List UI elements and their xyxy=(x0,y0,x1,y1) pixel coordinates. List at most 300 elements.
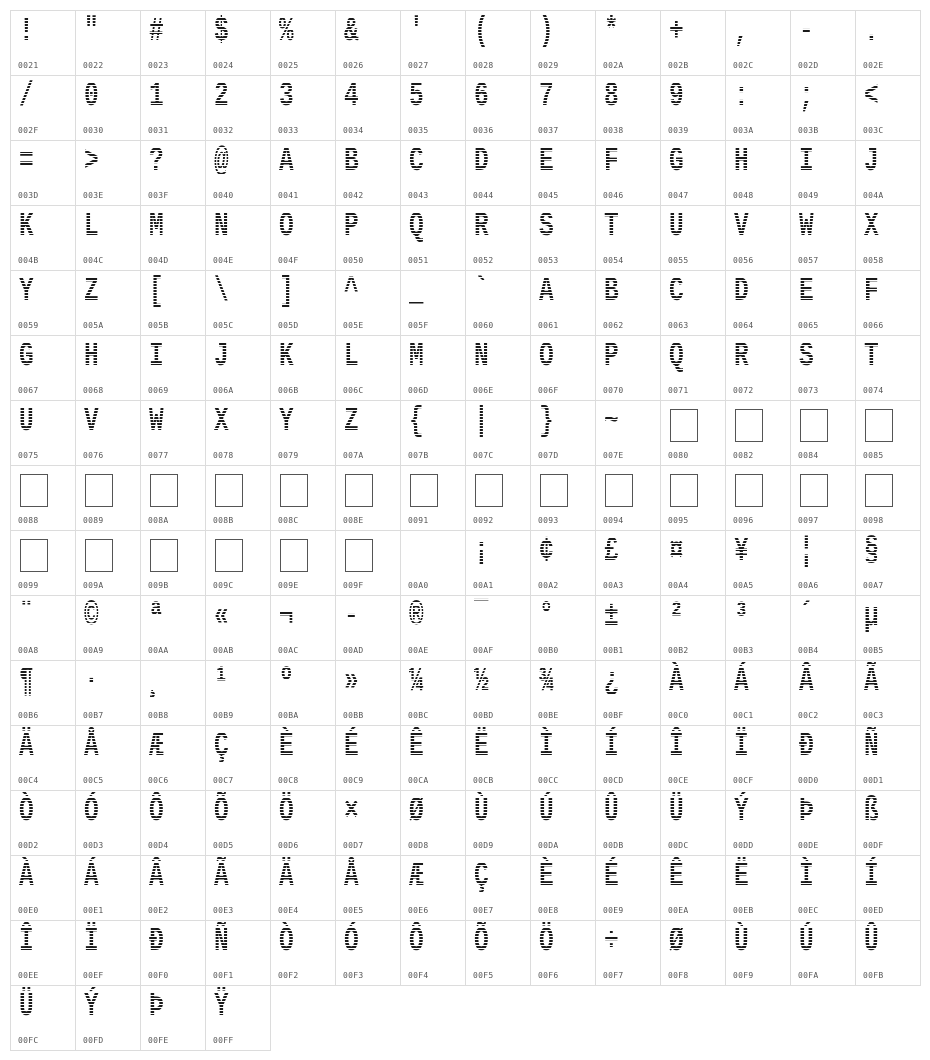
glyph-cell-004d[interactable] xyxy=(140,205,206,271)
glyph-preview: I xyxy=(149,338,164,376)
glyph-cell-0029[interactable] xyxy=(530,10,596,76)
glyph-preview: Z xyxy=(84,273,99,311)
glyph-cell-00b8[interactable] xyxy=(140,660,206,726)
glyph-cell-00b6[interactable] xyxy=(10,660,76,726)
glyph-preview: Y xyxy=(19,273,34,311)
glyph-cell-00eb[interactable] xyxy=(725,855,791,921)
glyph-cell-0097[interactable] xyxy=(790,465,856,531)
glyph-cell-0067[interactable] xyxy=(10,335,76,401)
glyph-cell-0078[interactable] xyxy=(205,400,271,466)
glyph-cell-0050[interactable] xyxy=(335,205,401,271)
glyph-cell-00a6[interactable] xyxy=(790,530,856,596)
glyph-cell-008c[interactable] xyxy=(270,465,336,531)
glyph-cell-00e5[interactable] xyxy=(335,855,401,921)
glyph-cell-002f[interactable] xyxy=(10,75,76,141)
glyph-cell-004e[interactable] xyxy=(205,205,271,271)
glyph-preview: Æ xyxy=(409,858,424,896)
glyph-preview: 3 xyxy=(279,78,294,116)
glyph-cell-0062[interactable] xyxy=(595,270,661,336)
glyph-cell-00e4[interactable] xyxy=(270,855,336,921)
glyph-cell-009e[interactable] xyxy=(270,530,336,596)
glyph-codepoint-label: 00A9 xyxy=(83,646,104,655)
glyph-cell-0055[interactable] xyxy=(660,205,726,271)
glyph-cell-0094[interactable] xyxy=(595,465,661,531)
glyph-cell-00bd[interactable] xyxy=(465,660,531,726)
glyph-cell-004c[interactable] xyxy=(75,205,141,271)
glyph-cell-00f7[interactable] xyxy=(595,920,661,986)
glyph-preview: ' xyxy=(409,13,424,51)
glyph-codepoint-label: 00E8 xyxy=(538,906,559,915)
glyph-cell-00c9[interactable] xyxy=(335,725,401,791)
glyph-codepoint-label: 002A xyxy=(603,61,624,70)
glyph-cell-0096[interactable] xyxy=(725,465,791,531)
glyph-cell-0065[interactable] xyxy=(790,270,856,336)
glyph-preview: V xyxy=(734,208,749,246)
glyph-cell-0070[interactable] xyxy=(595,335,661,401)
glyph-cell-003b[interactable] xyxy=(790,75,856,141)
glyph-codepoint-label: 00CA xyxy=(408,776,429,785)
glyph-cell-00c4[interactable] xyxy=(10,725,76,791)
glyph-cell-00ee[interactable] xyxy=(10,920,76,986)
glyph-cell-00cc[interactable] xyxy=(530,725,596,791)
glyph-codepoint-label: 00C3 xyxy=(863,711,884,720)
glyph-cell-00be[interactable] xyxy=(530,660,596,726)
glyph-cell-0082[interactable] xyxy=(725,400,791,466)
glyph-cell-00bf[interactable] xyxy=(595,660,661,726)
glyph-cell-00b9[interactable] xyxy=(205,660,271,726)
glyph-cell-0063[interactable] xyxy=(660,270,726,336)
glyph-cell-0077[interactable] xyxy=(140,400,206,466)
glyph-preview: U xyxy=(669,208,684,246)
glyph-cell-009c[interactable] xyxy=(205,530,271,596)
glyph-preview: ± xyxy=(604,598,619,636)
missing-glyph-box xyxy=(150,474,178,507)
glyph-cell-00bb[interactable] xyxy=(335,660,401,726)
glyph-codepoint-label: 00D7 xyxy=(343,841,364,850)
glyph-cell-0030[interactable] xyxy=(75,75,141,141)
glyph-codepoint-label: 00EB xyxy=(733,906,754,915)
glyph-cell-006a[interactable] xyxy=(205,335,271,401)
glyph-cell-00af[interactable] xyxy=(465,595,531,661)
glyph-preview: Û xyxy=(604,793,619,831)
glyph-cell-0047[interactable] xyxy=(660,140,726,206)
glyph-cell-00f6[interactable] xyxy=(530,920,596,986)
glyph-preview: Û xyxy=(864,923,879,961)
glyph-cell-00a5[interactable] xyxy=(725,530,791,596)
glyph-cell-0042[interactable] xyxy=(335,140,401,206)
glyph-cell-0023[interactable] xyxy=(140,10,206,76)
glyph-cell-005e[interactable] xyxy=(335,270,401,336)
glyph-cell-00ba[interactable] xyxy=(270,660,336,726)
glyph-cell-0071[interactable] xyxy=(660,335,726,401)
glyph-cell-00f2[interactable] xyxy=(270,920,336,986)
glyph-cell-0073[interactable] xyxy=(790,335,856,401)
glyph-codepoint-label: 00C5 xyxy=(83,776,104,785)
glyph-cell-0026[interactable] xyxy=(335,10,401,76)
glyph-cell-0061[interactable] xyxy=(530,270,596,336)
glyph-cell-00f9[interactable] xyxy=(725,920,791,986)
glyph-cell-008b[interactable] xyxy=(205,465,271,531)
glyph-cell-0032[interactable] xyxy=(205,75,271,141)
glyph-cell-008e[interactable] xyxy=(335,465,401,531)
glyph-cell-002c[interactable] xyxy=(725,10,791,76)
glyph-cell-00e8[interactable] xyxy=(530,855,596,921)
glyph-preview: 2 xyxy=(214,78,229,116)
glyph-cell-00d7[interactable] xyxy=(335,790,401,856)
glyph-cell-00a1[interactable] xyxy=(465,530,531,596)
glyph-cell-003c[interactable] xyxy=(855,75,921,141)
glyph-preview: ! xyxy=(19,13,34,51)
glyph-codepoint-label: 00CE xyxy=(668,776,689,785)
glyph-cell-00c7[interactable] xyxy=(205,725,271,791)
glyph-preview: B xyxy=(344,143,359,181)
glyph-cell-0027[interactable] xyxy=(400,10,466,76)
glyph-preview: Ý xyxy=(734,793,749,831)
glyph-cell-002d[interactable] xyxy=(790,10,856,76)
glyph-codepoint-label: 00D0 xyxy=(798,776,819,785)
glyph-cell-00b1[interactable] xyxy=(595,595,661,661)
glyph-cell-00fd[interactable] xyxy=(75,985,141,1051)
glyph-cell-00c8[interactable] xyxy=(270,725,336,791)
glyph-cell-003f[interactable] xyxy=(140,140,206,206)
glyph-cell-00f3[interactable] xyxy=(335,920,401,986)
glyph-cell-0052[interactable] xyxy=(465,205,531,271)
glyph-cell-0088[interactable] xyxy=(10,465,76,531)
glyph-cell-00de[interactable] xyxy=(790,790,856,856)
glyph-codepoint-label: 0041 xyxy=(278,191,299,200)
glyph-cell-0085[interactable] xyxy=(855,400,921,466)
glyph-preview: Ô xyxy=(409,923,424,961)
glyph-codepoint-label: 00A6 xyxy=(798,581,819,590)
glyph-cell-004b[interactable] xyxy=(10,205,76,271)
glyph-cell-00df[interactable] xyxy=(855,790,921,856)
glyph-cell-006d[interactable] xyxy=(400,335,466,401)
glyph-codepoint-label: 005A xyxy=(83,321,104,330)
glyph-cell-00dc[interactable] xyxy=(660,790,726,856)
glyph-preview: X xyxy=(214,403,229,441)
glyph-codepoint-label: 0084 xyxy=(798,451,819,460)
glyph-cell-0024[interactable] xyxy=(205,10,271,76)
glyph-codepoint-label: 00F1 xyxy=(213,971,234,980)
glyph-preview: Ñ xyxy=(864,728,879,766)
glyph-cell-0036[interactable] xyxy=(465,75,531,141)
glyph-cell-00ec[interactable] xyxy=(790,855,856,921)
glyph-cell-00ad[interactable] xyxy=(335,595,401,661)
glyph-cell-00e7[interactable] xyxy=(465,855,531,921)
glyph-preview: D xyxy=(734,273,749,311)
glyph-cell-0064[interactable] xyxy=(725,270,791,336)
glyph-cell-0059[interactable] xyxy=(10,270,76,336)
glyph-cell-00fe[interactable] xyxy=(140,985,206,1051)
glyph-cell-0066[interactable] xyxy=(855,270,921,336)
glyph-preview: V xyxy=(84,403,99,441)
glyph-preview: Ù xyxy=(734,923,749,961)
missing-glyph-box xyxy=(865,474,893,507)
glyph-cell-00cb[interactable] xyxy=(465,725,531,791)
glyph-cell-007c[interactable] xyxy=(465,400,531,466)
glyph-codepoint-label: 0055 xyxy=(668,256,689,265)
glyph-cell-0075[interactable] xyxy=(10,400,76,466)
glyph-cell-00c0[interactable] xyxy=(660,660,726,726)
glyph-cell-00e9[interactable] xyxy=(595,855,661,921)
glyph-cell-008a[interactable] xyxy=(140,465,206,531)
glyph-preview: 6 xyxy=(474,78,489,116)
glyph-cell-0039[interactable] xyxy=(660,75,726,141)
glyph-cell-00fa[interactable] xyxy=(790,920,856,986)
glyph-cell-0092[interactable] xyxy=(465,465,531,531)
glyph-cell-00ef[interactable] xyxy=(75,920,141,986)
glyph-codepoint-label: 0078 xyxy=(213,451,234,460)
glyph-preview: À xyxy=(19,858,34,896)
glyph-codepoint-label: 0033 xyxy=(278,126,299,135)
glyph-cell-00a7[interactable] xyxy=(855,530,921,596)
glyph-preview: Ê xyxy=(409,728,424,766)
glyph-cell-007a[interactable] xyxy=(335,400,401,466)
glyph-cell-007b[interactable] xyxy=(400,400,466,466)
glyph-preview: H xyxy=(734,143,749,181)
glyph-cell-0068[interactable] xyxy=(75,335,141,401)
glyph-cell-0022[interactable] xyxy=(75,10,141,76)
glyph-preview: ª xyxy=(149,598,164,636)
glyph-cell-004a[interactable] xyxy=(855,140,921,206)
glyph-preview: Ú xyxy=(799,923,814,961)
glyph-preview: É xyxy=(344,728,359,766)
glyph-codepoint-label: 0065 xyxy=(798,321,819,330)
glyph-cell-00d9[interactable] xyxy=(465,790,531,856)
glyph-cell-00a9[interactable] xyxy=(75,595,141,661)
glyph-cell-003d[interactable] xyxy=(10,140,76,206)
glyph-codepoint-label: 00F7 xyxy=(603,971,624,980)
glyph-cell-0040[interactable] xyxy=(205,140,271,206)
glyph-cell-005a[interactable] xyxy=(75,270,141,336)
glyph-preview: À xyxy=(669,663,684,701)
glyph-codepoint-label: 004D xyxy=(148,256,169,265)
glyph-codepoint-label: 0076 xyxy=(83,451,104,460)
glyph-cell-0038[interactable] xyxy=(595,75,661,141)
glyph-cell-00cf[interactable] xyxy=(725,725,791,791)
glyph-cell-00c2[interactable] xyxy=(790,660,856,726)
glyph-codepoint-label: 00D2 xyxy=(18,841,39,850)
glyph-cell-0051[interactable] xyxy=(400,205,466,271)
glyph-codepoint-label: 0057 xyxy=(798,256,819,265)
glyph-cell-00ce[interactable] xyxy=(660,725,726,791)
glyph-cell-0099[interactable] xyxy=(10,530,76,596)
glyph-cell-007e[interactable] xyxy=(595,400,661,466)
glyph-cell-009a[interactable] xyxy=(75,530,141,596)
glyph-preview: Ç xyxy=(214,728,229,766)
glyph-cell-0033[interactable] xyxy=(270,75,336,141)
glyph-cell-00aa[interactable] xyxy=(140,595,206,661)
glyph-codepoint-label: 00E4 xyxy=(278,906,299,915)
glyph-cell-0058[interactable] xyxy=(855,205,921,271)
glyph-preview: U xyxy=(19,403,34,441)
glyph-cell-00dd[interactable] xyxy=(725,790,791,856)
glyph-cell-006e[interactable] xyxy=(465,335,531,401)
glyph-cell-009b[interactable] xyxy=(140,530,206,596)
glyph-cell-002b[interactable] xyxy=(660,10,726,76)
glyph-cell-00d6[interactable] xyxy=(270,790,336,856)
glyph-cell-003e[interactable] xyxy=(75,140,141,206)
glyph-preview: ; xyxy=(799,78,814,116)
glyph-cell-0046[interactable] xyxy=(595,140,661,206)
glyph-cell-009f[interactable] xyxy=(335,530,401,596)
glyph-cell-00ea[interactable] xyxy=(660,855,726,921)
glyph-cell-00f0[interactable] xyxy=(140,920,206,986)
glyph-cell-0080[interactable] xyxy=(660,400,726,466)
glyph-cell-00ed[interactable] xyxy=(855,855,921,921)
glyph-preview: Ä xyxy=(279,858,294,896)
glyph-cell-00b4[interactable] xyxy=(790,595,856,661)
glyph-cell-0098[interactable] xyxy=(855,465,921,531)
glyph-preview: / xyxy=(19,78,34,116)
glyph-preview: | xyxy=(474,403,489,441)
glyph-cell-0054[interactable] xyxy=(595,205,661,271)
glyph-cell-00ca[interactable] xyxy=(400,725,466,791)
glyph-codepoint-label: 00DF xyxy=(863,841,884,850)
glyph-cell-0079[interactable] xyxy=(270,400,336,466)
glyph-cell-002a[interactable] xyxy=(595,10,661,76)
glyph-cell-0021[interactable] xyxy=(10,10,76,76)
glyph-cell-00e0[interactable] xyxy=(10,855,76,921)
glyph-cell-005d[interactable] xyxy=(270,270,336,336)
glyph-cell-00f5[interactable] xyxy=(465,920,531,986)
glyph-cell-00fb[interactable] xyxy=(855,920,921,986)
glyph-codepoint-label: 0062 xyxy=(603,321,624,330)
glyph-cell-003a[interactable] xyxy=(725,75,791,141)
glyph-cell-00c6[interactable] xyxy=(140,725,206,791)
glyph-cell-004f[interactable] xyxy=(270,205,336,271)
glyph-cell-0069[interactable] xyxy=(140,335,206,401)
glyph-cell-0089[interactable] xyxy=(75,465,141,531)
glyph-cell-00e2[interactable] xyxy=(140,855,206,921)
glyph-codepoint-label: 0031 xyxy=(148,126,169,135)
glyph-cell-00ae[interactable] xyxy=(400,595,466,661)
glyph-cell-005c[interactable] xyxy=(205,270,271,336)
glyph-cell-007d[interactable] xyxy=(530,400,596,466)
glyph-cell-006b[interactable] xyxy=(270,335,336,401)
glyph-cell-0060[interactable] xyxy=(465,270,531,336)
glyph-cell-00b0[interactable] xyxy=(530,595,596,661)
glyph-cell-00da[interactable] xyxy=(530,790,596,856)
glyph-codepoint-label: 0060 xyxy=(473,321,494,330)
glyph-cell-00d5[interactable] xyxy=(205,790,271,856)
glyph-codepoint-label: 00C6 xyxy=(148,776,169,785)
glyph-cell-0044[interactable] xyxy=(465,140,531,206)
glyph-codepoint-label: 004E xyxy=(213,256,234,265)
glyph-cell-00db[interactable] xyxy=(595,790,661,856)
glyph-cell-0049[interactable] xyxy=(790,140,856,206)
glyph-codepoint-label: 00A0 xyxy=(408,581,429,590)
glyph-cell-00a0[interactable] xyxy=(400,530,466,596)
glyph-preview: B xyxy=(604,273,619,311)
glyph-cell-00d1[interactable] xyxy=(855,725,921,791)
glyph-codepoint-label: 0075 xyxy=(18,451,39,460)
glyph-cell-0037[interactable] xyxy=(530,75,596,141)
glyph-cell-0041[interactable] xyxy=(270,140,336,206)
glyph-cell-00f1[interactable] xyxy=(205,920,271,986)
glyph-cell-0093[interactable] xyxy=(530,465,596,531)
glyph-cell-00ab[interactable] xyxy=(205,595,271,661)
glyph-cell-00f4[interactable] xyxy=(400,920,466,986)
glyph-cell-0043[interactable] xyxy=(400,140,466,206)
glyph-cell-0074[interactable] xyxy=(855,335,921,401)
glyph-cell-0035[interactable] xyxy=(400,75,466,141)
glyph-cell-006c[interactable] xyxy=(335,335,401,401)
glyph-cell-002e[interactable] xyxy=(855,10,921,76)
glyph-cell-0028[interactable] xyxy=(465,10,531,76)
glyph-cell-0048[interactable] xyxy=(725,140,791,206)
glyph-cell-0056[interactable] xyxy=(725,205,791,271)
glyph-cell-00f8[interactable] xyxy=(660,920,726,986)
glyph-cell-005b[interactable] xyxy=(140,270,206,336)
glyph-cell-00ff[interactable] xyxy=(205,985,271,1051)
glyph-cell-0045[interactable] xyxy=(530,140,596,206)
glyph-cell-0034[interactable] xyxy=(335,75,401,141)
glyph-cell-00c1[interactable] xyxy=(725,660,791,726)
glyph-cell-0095[interactable] xyxy=(660,465,726,531)
glyph-cell-00e6[interactable] xyxy=(400,855,466,921)
glyph-codepoint-label: 0063 xyxy=(668,321,689,330)
glyph-cell-0091[interactable] xyxy=(400,465,466,531)
glyph-codepoint-label: 0077 xyxy=(148,451,169,460)
glyph-codepoint-label: 00E7 xyxy=(473,906,494,915)
glyph-cell-00e1[interactable] xyxy=(75,855,141,921)
glyph-preview: S xyxy=(539,208,554,246)
glyph-codepoint-label: 00C1 xyxy=(733,711,754,720)
glyph-cell-005f[interactable] xyxy=(400,270,466,336)
glyph-cell-0057[interactable] xyxy=(790,205,856,271)
glyph-cell-0053[interactable] xyxy=(530,205,596,271)
glyph-cell-00fc[interactable] xyxy=(10,985,76,1051)
glyph-cell-00c3[interactable] xyxy=(855,660,921,726)
glyph-cell-00a4[interactable] xyxy=(660,530,726,596)
glyph-cell-00d8[interactable] xyxy=(400,790,466,856)
glyph-codepoint-label: 005E xyxy=(343,321,364,330)
glyph-cell-00a3[interactable] xyxy=(595,530,661,596)
glyph-cell-00e3[interactable] xyxy=(205,855,271,921)
glyph-cell-00d3[interactable] xyxy=(75,790,141,856)
glyph-cell-00cd[interactable] xyxy=(595,725,661,791)
glyph-preview: ¯ xyxy=(474,598,489,636)
glyph-cell-006f[interactable] xyxy=(530,335,596,401)
glyph-cell-00bc[interactable] xyxy=(400,660,466,726)
glyph-preview: Å xyxy=(84,728,99,766)
glyph-codepoint-label: 00FD xyxy=(83,1036,104,1045)
glyph-cell-00d2[interactable] xyxy=(10,790,76,856)
glyph-cell-00b5[interactable] xyxy=(855,595,921,661)
glyph-cell-00ac[interactable] xyxy=(270,595,336,661)
glyph-codepoint-label: 008B xyxy=(213,516,234,525)
glyph-cell-00d0[interactable] xyxy=(790,725,856,791)
glyph-cell-00c5[interactable] xyxy=(75,725,141,791)
glyph-codepoint-label: 003A xyxy=(733,126,754,135)
glyph-codepoint-label: 0043 xyxy=(408,191,429,200)
glyph-codepoint-label: 00B2 xyxy=(668,646,689,655)
glyph-cell-0076[interactable] xyxy=(75,400,141,466)
glyph-cell-00d4[interactable] xyxy=(140,790,206,856)
glyph-cell-0025[interactable] xyxy=(270,10,336,76)
glyph-preview: H xyxy=(84,338,99,376)
glyph-cell-00b3[interactable] xyxy=(725,595,791,661)
glyph-cell-00a8[interactable] xyxy=(10,595,76,661)
glyph-cell-0072[interactable] xyxy=(725,335,791,401)
glyph-cell-00b7[interactable] xyxy=(75,660,141,726)
glyph-codepoint-label: 0046 xyxy=(603,191,624,200)
glyph-cell-0084[interactable] xyxy=(790,400,856,466)
glyph-cell-00b2[interactable] xyxy=(660,595,726,661)
glyph-cell-00a2[interactable] xyxy=(530,530,596,596)
glyph-cell-0031[interactable] xyxy=(140,75,206,141)
